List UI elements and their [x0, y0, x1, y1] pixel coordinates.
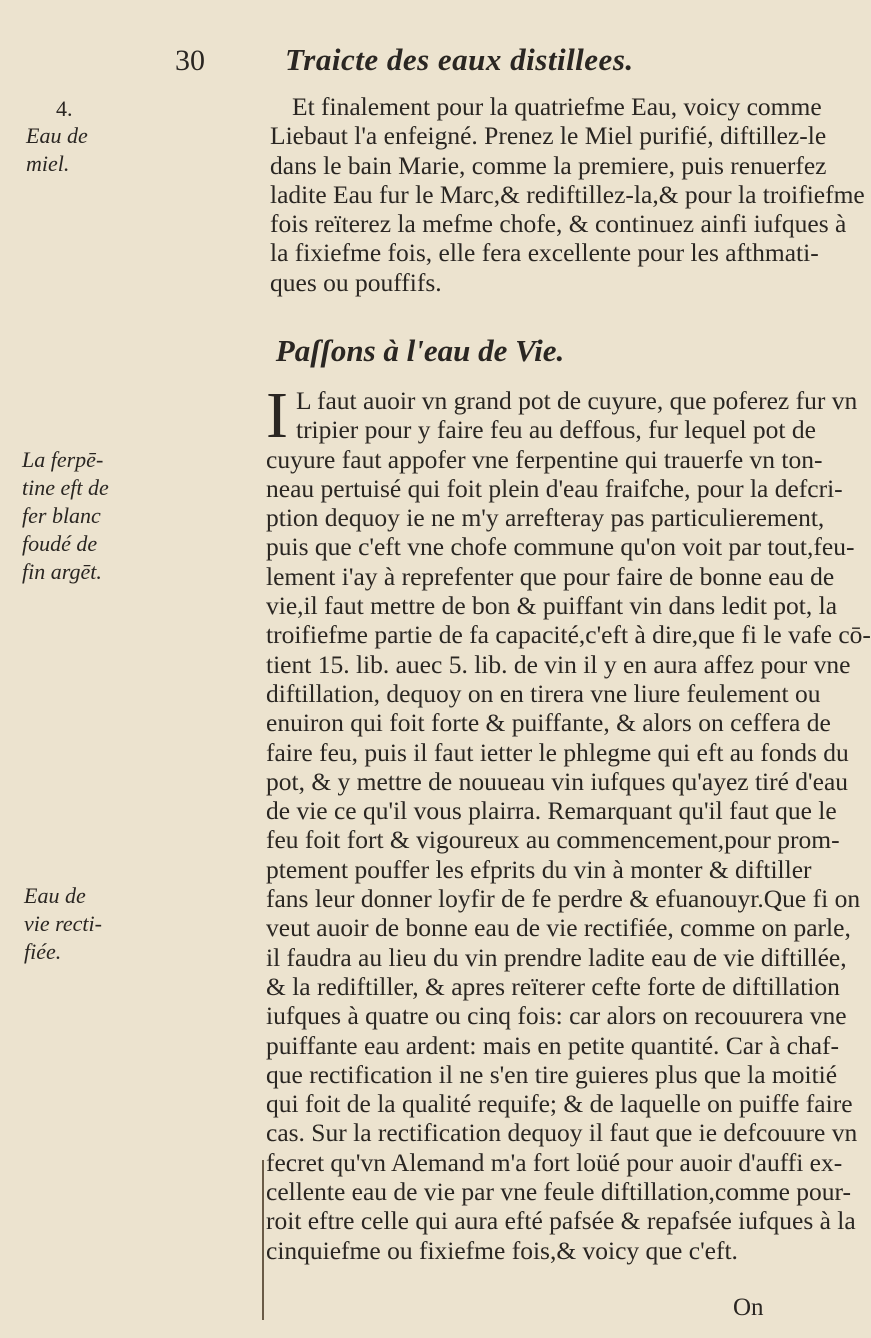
text-line: cas. Sur la rectification dequoy il faut que ie defcouure vn [266, 1118, 858, 1148]
text-line: feu foit fort & vigoureux au commencement,pour prom- [266, 825, 840, 855]
text-line: neau pertuisé qui foit plein d'eau fraifche, pour la defcri- [266, 473, 843, 503]
text-line: enuiron qui foit forte & puiffante, & alors on ceffera de [266, 708, 831, 738]
text-line: ptement pouffer les efprits du vin à monter & diftiller [266, 854, 812, 884]
text-line: ques ou pouffifs. [270, 267, 442, 297]
drop-cap: I [266, 379, 288, 452]
entry-4-paragraph [270, 92, 865, 297]
text-line: ption dequoy ie ne m'y arrefteray pas particulierement, [266, 503, 825, 533]
marginal-line: miel. [26, 151, 70, 176]
text-line: qui foit de la qualité requife; & de laquelle on puiffe faire [266, 1089, 853, 1119]
marginal-line: Eau de [26, 123, 88, 148]
marginal-line: tine eft de [22, 475, 109, 500]
running-title: Traicte des eaux distillees. [285, 42, 634, 77]
text-line: de vie ce qu'il vous plairra. Remarquant qu'il faut que le [266, 796, 837, 826]
text-line: puis que c'eft vne chofe commune qu'on voit par tout,feu- [266, 532, 855, 562]
text-line: diftillation, dequoy on en tirera vne liure feulement ou [266, 678, 821, 708]
text-line: dans le bain Marie, comme la premiere, puis renuerfez [270, 150, 827, 180]
margin-bracket [262, 1160, 268, 1320]
page-number: 30 [175, 44, 205, 77]
text-line: & la rediftiller, & apres reïterer cefte forte de diftillation [266, 971, 840, 1001]
text-line: fois reïterez la mefme chofe, & continuez ainfi iufques à [270, 209, 847, 239]
text-line: ladite Eau fur le Marc,& rediftillez-la,& pour la troifiefme [270, 179, 865, 209]
marginal-line: Eau de [24, 883, 86, 908]
text-line: Liebaut l'a enfeigné. Prenez le Miel purifié, diftillez-le [270, 121, 827, 151]
text-line: iufques à quatre ou cinq fois: car alors on recouurera vne [266, 1001, 847, 1031]
marginal-note-eau-de-vie-rectifiee [24, 882, 102, 966]
text-line: fecret qu'vn Alemand m'a fort loüé pour auoir d'auffi ex- [266, 1147, 843, 1177]
section-heading [0, 333, 800, 369]
text-line: vie,il faut mettre de bon & puiffant vin dans ledit pot, la [266, 591, 838, 621]
marginal-line: fiée. [24, 939, 62, 964]
marginal-line: La ferpē- [22, 447, 104, 472]
text-line: puiffante eau ardent: mais en petite quantité. Car à chaf- [266, 1030, 840, 1060]
marginal-line: fin argēt. [22, 559, 102, 584]
text-line: lement i'ay à reprefenter que pour faire de bonne eau de [266, 561, 835, 591]
text-line: cellente eau de vie par vne feule diftillation,comme pour- [266, 1177, 852, 1207]
catchword: On [733, 1294, 764, 1321]
text-line: cuyure faut appofer vne ferpentine qui trauerfe vn ton- [266, 444, 823, 474]
text-line: roit eftre celle qui aura efté pafsée & repafsée iufques à la [266, 1206, 856, 1236]
entry-number: 4. [56, 96, 73, 121]
text-line: il faudra au lieu du vin prendre ladite eau de vie diftillée, [266, 942, 847, 972]
page-header [0, 36, 800, 76]
marginal-note-serpentine [22, 446, 109, 586]
text-line: tient 15. lib. auec 5. lib. de vin il y en aura affez pour vne [266, 649, 851, 679]
text-line: fans leur donner loyfir de fe perdre & efuanouyr.Que fi on [266, 884, 861, 914]
text-line: tripier pour y faire feu au deffous, fur lequel pot de [295, 415, 816, 445]
marginal-line: foudé de [22, 531, 98, 556]
text-line: la fixiefme fois, elle fera excellente pour les afthmati- [270, 238, 819, 268]
text-line: L faut auoir vn grand pot de cuyure, que poferez fur vn [295, 386, 858, 415]
section-heading-text: Paſſons à l'eau de Vie. [275, 333, 565, 368]
text-line: troifiefme partie de fa capacité,c'eft à dire,que fi le vafe cō- [266, 620, 871, 650]
marginal-line: vie recti- [24, 911, 102, 936]
text-line: veut auoir de bonne eau de vie rectifiée, comme on parle, [266, 913, 851, 943]
text-line: que rectification il ne s'en tire guieres plus que la moitié [266, 1059, 838, 1089]
marginal-line: fer blanc [22, 503, 101, 528]
marginal-note-eau-de-miel [26, 122, 88, 178]
text-line: pot, & y mettre de nouueau vin iufques qu'ayez tiré d'eau [266, 766, 849, 796]
text-line: faire feu, puis il faut ietter le phlegme qui eft au fonds du [266, 737, 849, 767]
eau-de-vie-paragraph [266, 379, 871, 1265]
text-line: cinquiefme ou fixiefme fois,& voicy que c'eft. [266, 1235, 738, 1265]
text-line: Et finalement pour la quatriefme Eau, voicy comme [292, 92, 822, 121]
